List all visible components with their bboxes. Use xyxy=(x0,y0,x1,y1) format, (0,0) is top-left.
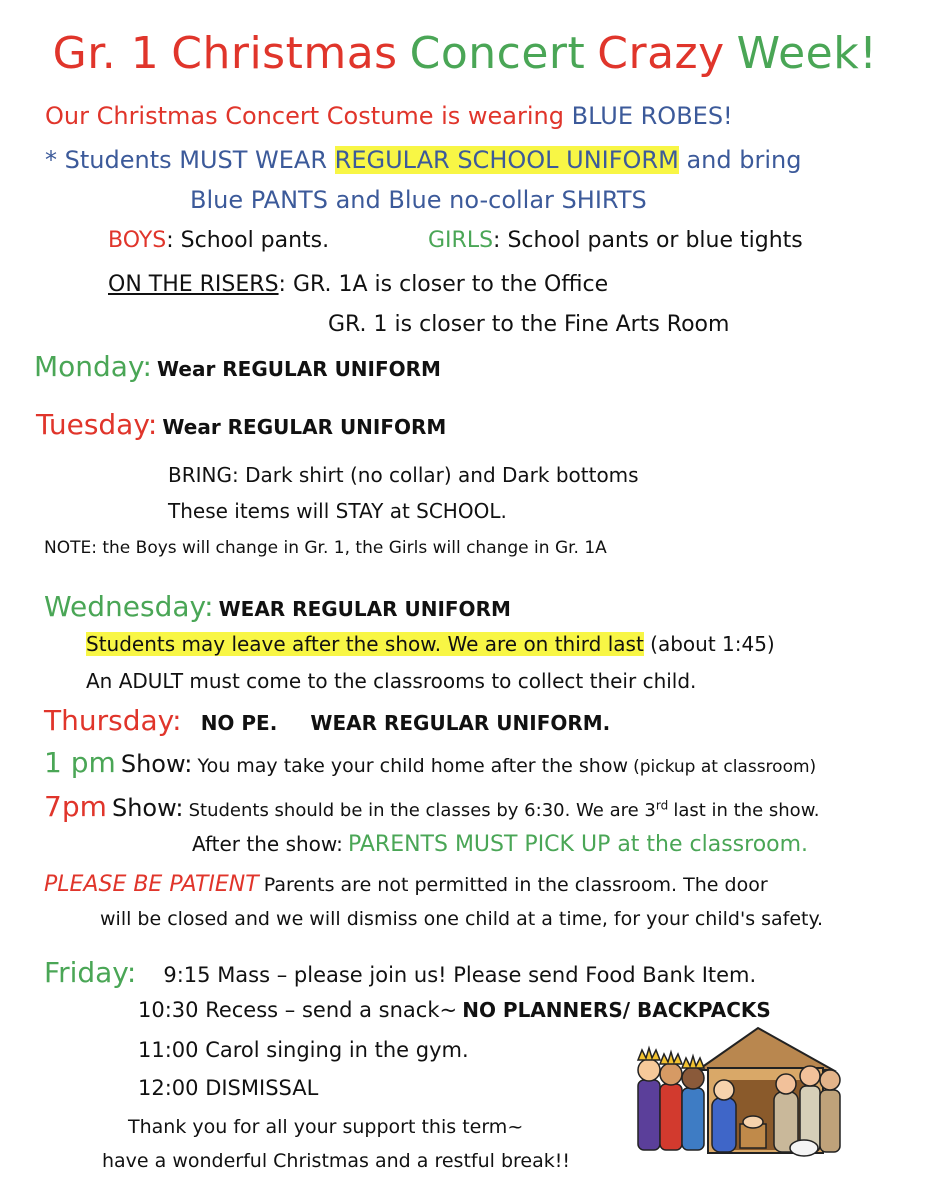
risers-line-2: GR. 1 is closer to the Fine Arts Room xyxy=(328,312,730,337)
tuesday-bring: BRING: Dark shirt (no collar) and Dark bottoms xyxy=(168,463,639,487)
tuesday-stay: These items will STAY at SCHOOL. xyxy=(168,499,507,523)
students-line: * Students MUST WEAR REGULAR SCHOOL UNIFORM and bring xyxy=(45,146,802,174)
costume-line: Our Christmas Concert Costume is wearing BLUE ROBES! xyxy=(45,102,733,130)
title-part: Crazy xyxy=(597,28,725,79)
highlighted-text: REGULAR SCHOOL UNIFORM xyxy=(334,146,679,174)
tuesday-row: Tuesday: Wear REGULAR UNIFORM xyxy=(36,408,447,441)
boys-line: BOYS: School pants. xyxy=(108,228,330,253)
title-part: Week! xyxy=(736,28,878,79)
patient-line-2: will be closed and we will dismiss one child at a time, for your child's safety. xyxy=(100,908,824,930)
title-part: Gr. 1 xyxy=(52,28,160,79)
tuesday-note: NOTE: the Boys will change in Gr. 1, the Girls will change in Gr. 1A xyxy=(44,538,607,558)
wednesday-adult: An ADULT must come to the classrooms to collect their child. xyxy=(86,669,697,693)
patient-line: PLEASE BE PATIENT Parents are not permitted in the classroom. The door xyxy=(44,872,768,897)
girls-line: GIRLS: School pants or blue tights xyxy=(428,228,803,253)
risers-line: ON THE RISERS: GR. 1A is closer to the Office xyxy=(108,272,609,297)
friday-row: Friday: 9:15 Mass – please join us! Please send Food Bank Item. xyxy=(44,956,757,989)
friday-item-2: 10:30 Recess – send a snack~ NO PLANNERS/ BACKPACKS xyxy=(138,998,771,1022)
nativity-clipart xyxy=(628,1020,843,1160)
thursday-row: Thursday: NO PE. WEAR REGULAR UNIFORM. xyxy=(44,704,611,737)
friday-item-4: 12:00 DISMISSAL xyxy=(138,1076,319,1100)
monday-row: Monday: Wear REGULAR UNIFORM xyxy=(34,350,441,383)
title-part: Christmas xyxy=(171,28,398,79)
wednesday-row: Wednesday: WEAR REGULAR UNIFORM xyxy=(44,590,511,623)
show-7pm: 7pm Show: Students should be in the classes by 6:30. We are 3rd last in the show. xyxy=(44,790,820,823)
show-1pm: 1 pm Show: You may take your child home after the show (pickup at classroom) xyxy=(44,746,817,779)
bring-line: Blue PANTS and Blue no-collar SHIRTS xyxy=(190,186,647,214)
wednesday-leave: Students may leave after the show. We are on third last (about 1:45) xyxy=(86,632,775,656)
thanks-line-1: Thank you for all your support this term~ xyxy=(128,1116,524,1138)
title-part: Concert xyxy=(409,28,586,79)
page-title xyxy=(0,28,930,79)
after-show: After the show: PARENTS MUST PICK UP at the classroom. xyxy=(192,832,809,857)
friday-item-3: 11:00 Carol singing in the gym. xyxy=(138,1038,469,1062)
highlighted-text: Students may leave after the show. We are on third last xyxy=(86,632,644,656)
thanks-line-2: have a wonderful Christmas and a restful break!! xyxy=(102,1150,570,1172)
